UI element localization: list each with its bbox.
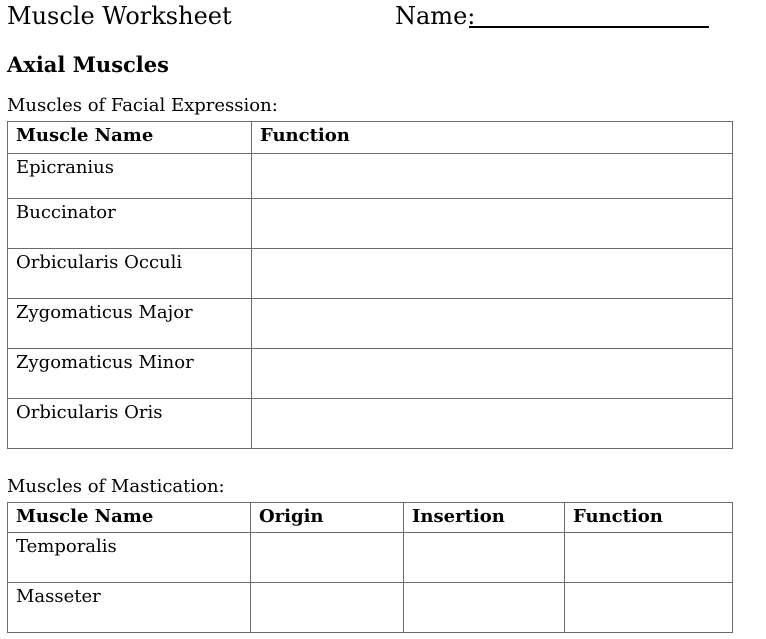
- insertion-cell: [404, 583, 565, 633]
- function-cell: [252, 399, 733, 449]
- facial-expression-table: [7, 121, 733, 449]
- column-header-muscle-name: Muscle Name: [8, 503, 251, 533]
- muscle-name-cell: Buccinator: [8, 199, 252, 249]
- section-heading: Axial Muscles: [7, 52, 169, 77]
- worksheet-title: Muscle Worksheet: [7, 2, 232, 30]
- muscle-name-cell: Zygomaticus Minor: [8, 349, 252, 399]
- table-header-row: [8, 122, 733, 154]
- table-row: [8, 349, 733, 399]
- function-cell: [252, 299, 733, 349]
- function-cell: [252, 349, 733, 399]
- muscle-name-cell: Epicranius: [8, 154, 252, 199]
- table-row: [8, 299, 733, 349]
- muscle-name-cell: Zygomaticus Major: [8, 299, 252, 349]
- name-blank-line: [469, 26, 709, 28]
- column-header-function: Function: [565, 503, 733, 533]
- muscle-name-cell: Temporalis: [8, 533, 251, 583]
- table-row: [8, 399, 733, 449]
- insertion-cell: [404, 533, 565, 583]
- name-label: Name:: [395, 2, 476, 30]
- origin-cell: [251, 583, 404, 633]
- facial-table-caption: Muscles of Facial Expression:: [7, 95, 278, 116]
- mastication-table-caption: Muscles of Mastication:: [7, 476, 225, 497]
- mastication-table: [7, 502, 733, 633]
- table-row: [8, 154, 733, 199]
- function-cell: [252, 154, 733, 199]
- function-cell: [565, 583, 733, 633]
- function-cell: [252, 249, 733, 299]
- column-header-function: Function: [252, 122, 733, 154]
- function-cell: [252, 199, 733, 249]
- muscle-name-cell: Masseter: [8, 583, 251, 633]
- table-row: [8, 199, 733, 249]
- function-cell: [565, 533, 733, 583]
- table-row: [8, 583, 733, 633]
- muscle-name-cell: Orbicularis Occuli: [8, 249, 252, 299]
- muscle-name-cell: Orbicularis Oris: [8, 399, 252, 449]
- column-header-insertion: Insertion: [404, 503, 565, 533]
- origin-cell: [251, 533, 404, 583]
- table-header-row: [8, 503, 733, 533]
- column-header-origin: Origin: [251, 503, 404, 533]
- table-row: [8, 533, 733, 583]
- column-header-muscle-name: Muscle Name: [8, 122, 252, 154]
- table-row: [8, 249, 733, 299]
